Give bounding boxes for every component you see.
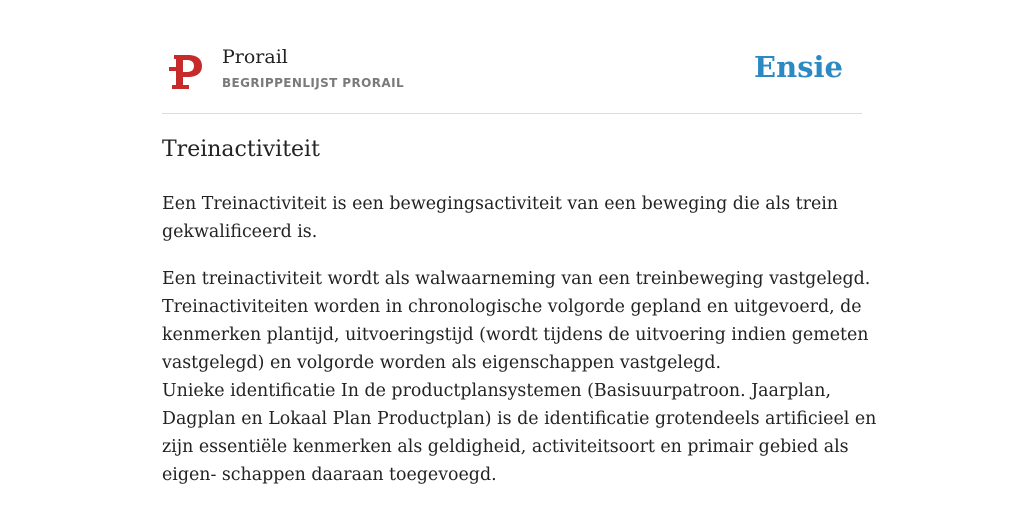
definition-paragraph xyxy=(162,190,862,246)
source-subtitle[interactable]: BEGRIPPENLIJST PRORAIL xyxy=(222,76,404,90)
ensie-brand-logo[interactable]: Ensie xyxy=(754,50,843,84)
text-line: zijn essentiële kenmerken als geldigheid, activiteitsoort en primair gebied als xyxy=(162,437,849,457)
text-line: Unieke identificatie In de productplansystemen (Basisuurpatroon. Jaarplan, xyxy=(162,381,832,401)
text-line: Dagplan en Lokaal Plan Productplan) is de identificatie grotendeels artificieel en xyxy=(162,409,877,429)
text-line: vastgelegd) en volgorde worden als eigenschappen vastgelegd. xyxy=(162,353,722,373)
article-body xyxy=(162,190,877,508)
page-title: Treinactiviteit xyxy=(162,137,320,162)
text-line: gekwalificeerd is. xyxy=(162,222,318,242)
text-line: Treinactiviteiten worden in chronologische volgorde gepland en uitgevoerd, de xyxy=(162,297,862,317)
text-line: kenmerken plantijd, uitvoeringstijd (wordt tijdens de uitvoering indien gemeten xyxy=(162,325,869,345)
header xyxy=(162,40,862,114)
prorail-logo-icon[interactable] xyxy=(168,53,204,91)
text-line: eigen- schappen daaraan toegevoegd. xyxy=(162,465,497,485)
text-line: Een Treinactiviteit is een bewegingsactiviteit van een beweging die als trein xyxy=(162,194,839,214)
source-name[interactable]: Prorail xyxy=(222,46,288,68)
description-paragraph xyxy=(162,265,877,489)
text-line: Een treinactiviteit wordt als walwaarneming van een treinbeweging vastgelegd. xyxy=(162,269,871,289)
